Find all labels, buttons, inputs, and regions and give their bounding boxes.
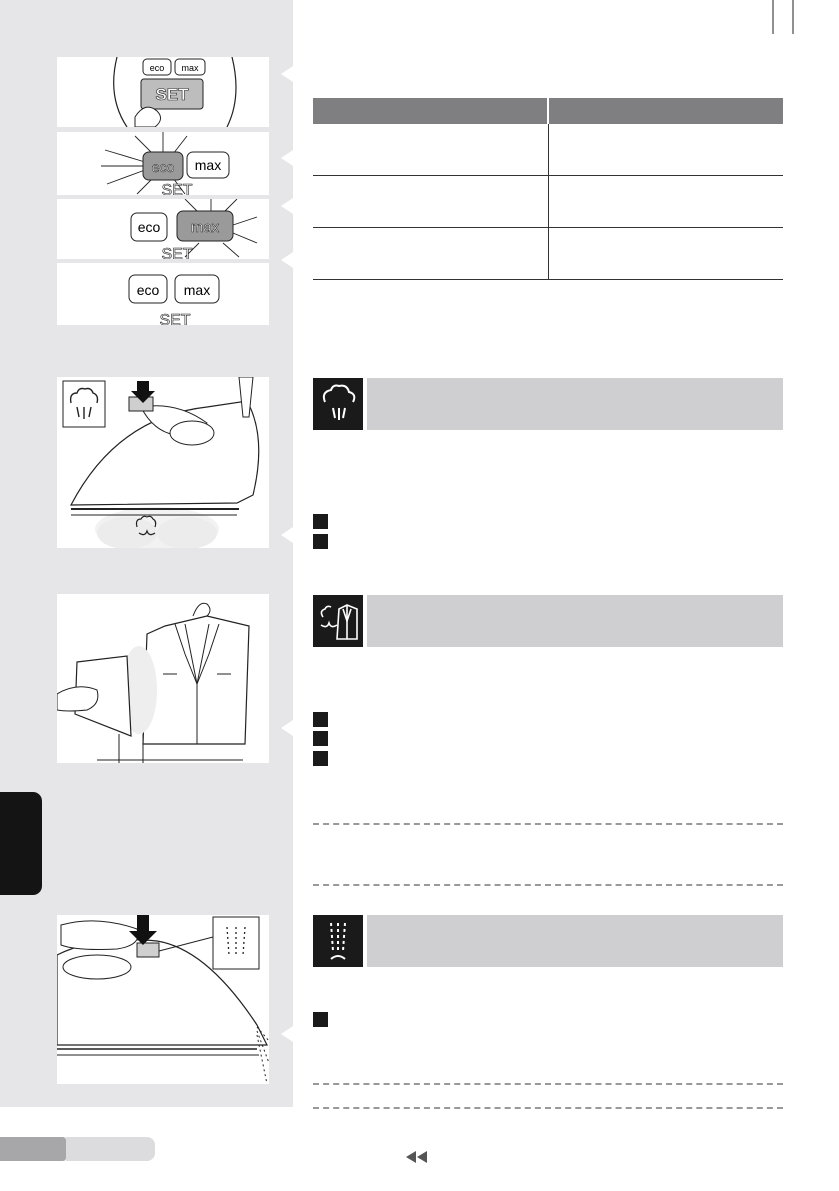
table-row bbox=[313, 228, 783, 280]
panel-pointer bbox=[281, 720, 293, 736]
table-row bbox=[313, 124, 783, 176]
step-marker bbox=[313, 712, 328, 727]
set-label: SET bbox=[159, 312, 191, 325]
table-header-cell bbox=[549, 98, 783, 124]
illustration-steam-shot bbox=[57, 377, 269, 548]
section-title-bar bbox=[367, 915, 783, 967]
step-marker bbox=[313, 731, 328, 746]
section-vertical-steam bbox=[313, 595, 783, 647]
steam-shot-icon bbox=[313, 378, 363, 430]
table-cell bbox=[549, 228, 783, 279]
eco-label: eco bbox=[149, 63, 165, 73]
panel-pointer bbox=[281, 252, 293, 268]
step-marker bbox=[313, 514, 328, 529]
eco-label: eco bbox=[151, 159, 175, 175]
illustration-spray bbox=[57, 915, 269, 1084]
section-title-bar bbox=[367, 595, 783, 647]
step-marker bbox=[313, 1012, 328, 1027]
set-label: SET bbox=[161, 246, 193, 259]
table-cell bbox=[313, 124, 549, 175]
illustration-set-button bbox=[57, 57, 269, 127]
footer-pill-dark bbox=[0, 1137, 66, 1161]
eco-label: eco bbox=[136, 282, 160, 298]
temperature-settings-table bbox=[313, 98, 783, 280]
table-header bbox=[313, 98, 783, 124]
note-divider bbox=[313, 884, 783, 886]
table-row bbox=[313, 176, 783, 228]
panel-pointer bbox=[281, 527, 293, 543]
section-steam-shot bbox=[313, 378, 783, 430]
max-label: max bbox=[183, 282, 211, 298]
illustration-vertical-steam bbox=[57, 594, 269, 763]
crop-marks bbox=[770, 0, 810, 36]
illustration-eco-mode bbox=[57, 132, 269, 195]
note-divider bbox=[313, 823, 783, 825]
table-cell bbox=[549, 176, 783, 227]
panel-pointer bbox=[281, 1026, 293, 1042]
table-header-cell bbox=[313, 98, 547, 124]
set-label: SET bbox=[155, 85, 189, 104]
spray-icon bbox=[313, 915, 363, 967]
panel-pointer bbox=[281, 150, 293, 166]
panel-pointer bbox=[281, 198, 293, 214]
vertical-steam-icon bbox=[313, 595, 363, 647]
illustration-max-mode bbox=[57, 199, 269, 259]
rewind-icon[interactable] bbox=[405, 1150, 429, 1164]
language-tab[interactable] bbox=[0, 792, 42, 895]
step-marker bbox=[313, 534, 328, 549]
section-spray bbox=[313, 915, 783, 967]
max-label: max bbox=[190, 219, 220, 236]
eco-label: eco bbox=[137, 219, 161, 235]
panel-pointer bbox=[281, 66, 293, 82]
step-marker bbox=[313, 751, 328, 766]
section-title-bar bbox=[367, 378, 783, 430]
max-label: max bbox=[194, 157, 222, 173]
table-cell bbox=[313, 176, 549, 227]
table-cell bbox=[549, 124, 783, 175]
table-cell bbox=[313, 228, 549, 279]
note-divider bbox=[313, 1107, 783, 1109]
footer-pill-light bbox=[66, 1137, 155, 1161]
note-divider bbox=[313, 1083, 783, 1085]
max-label: max bbox=[181, 63, 199, 73]
set-label: SET bbox=[161, 182, 193, 195]
illustration-neutral-mode bbox=[57, 263, 269, 325]
